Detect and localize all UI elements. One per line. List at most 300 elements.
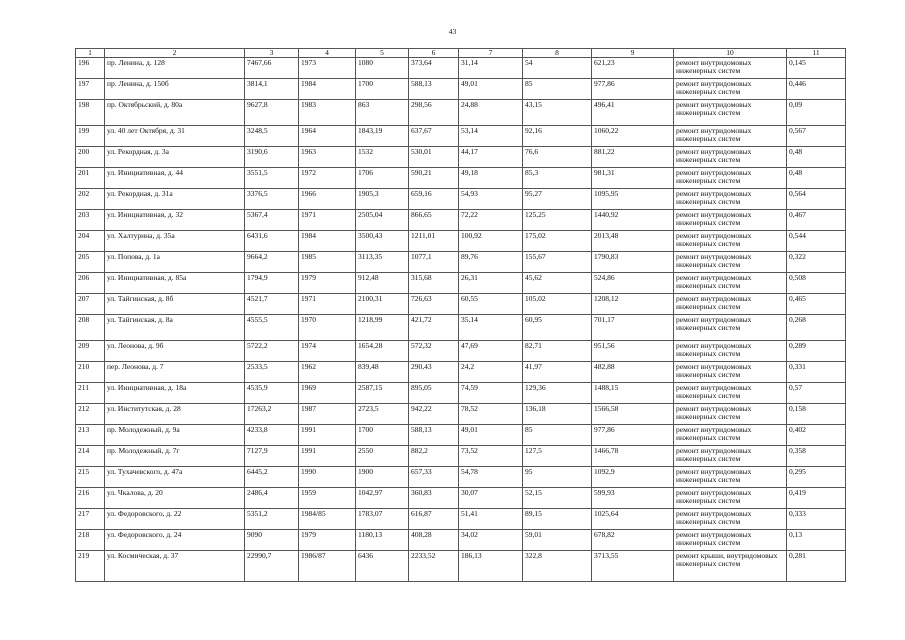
column-header: 4: [299, 49, 356, 58]
cost-cell: 1700: [356, 79, 409, 100]
year-cell: 1984: [299, 231, 356, 252]
value-cell: 49,18: [459, 168, 523, 189]
value-cell: 85: [523, 79, 592, 100]
table-row: [76, 210, 846, 231]
cost-cell: 6436: [356, 551, 409, 582]
area-cell: 22990,7: [245, 551, 299, 582]
value-cell: 89,15: [523, 509, 592, 530]
value-cell: 942,22: [409, 404, 459, 425]
value-cell: 74,59: [459, 383, 523, 404]
value-cell: 616,87: [409, 509, 459, 530]
work-type-cell: ремонт внутридомовых инженерных систем: [674, 100, 787, 126]
row-number-cell: 206: [76, 273, 105, 294]
value-cell: 977,86: [592, 79, 674, 100]
ratio-cell: 0,331: [787, 362, 846, 383]
cost-cell: 1180,13: [356, 530, 409, 551]
ratio-cell: 0,13: [787, 530, 846, 551]
row-number-cell: 213: [76, 425, 105, 446]
value-cell: 45,62: [523, 273, 592, 294]
value-cell: 59,01: [523, 530, 592, 551]
value-cell: 1025,64: [592, 509, 674, 530]
year-cell: 1984/85: [299, 509, 356, 530]
value-cell: 95: [523, 467, 592, 488]
value-cell: 726,63: [409, 294, 459, 315]
value-cell: 60,55: [459, 294, 523, 315]
value-cell: 588,13: [409, 425, 459, 446]
cost-cell: 1080: [356, 58, 409, 79]
value-cell: 95,27: [523, 189, 592, 210]
value-cell: 127,5: [523, 446, 592, 467]
cost-cell: 839,48: [356, 362, 409, 383]
area-cell: 3551,5: [245, 168, 299, 189]
table-row: [76, 488, 846, 509]
area-cell: 4535,9: [245, 383, 299, 404]
value-cell: 85,3: [523, 168, 592, 189]
column-header: 7: [459, 49, 523, 58]
column-header: 8: [523, 49, 592, 58]
value-cell: 315,68: [409, 273, 459, 294]
work-type-cell: ремонт внутридомовых инженерных систем: [674, 467, 787, 488]
row-number-cell: 216: [76, 488, 105, 509]
value-cell: 35,14: [459, 315, 523, 341]
row-number-cell: 212: [76, 404, 105, 425]
value-cell: 657,33: [409, 467, 459, 488]
year-cell: 1969: [299, 383, 356, 404]
area-cell: 9090: [245, 530, 299, 551]
value-cell: 360,83: [409, 488, 459, 509]
value-cell: 881,22: [592, 147, 674, 168]
work-type-cell: ремонт внутридомовых инженерных систем: [674, 404, 787, 425]
table-row: [76, 79, 846, 100]
work-type-cell: ремонт внутридомовых инженерных систем: [674, 315, 787, 341]
table-row: [76, 551, 846, 582]
value-cell: 290,43: [409, 362, 459, 383]
address-cell: ул. Халтурина, д. 35а: [105, 231, 245, 252]
table-row: [76, 126, 846, 147]
cost-cell: 1905,3: [356, 189, 409, 210]
value-cell: 882,2: [409, 446, 459, 467]
value-cell: 621,23: [592, 58, 674, 79]
address-cell: ул. Попова, д. 1а: [105, 252, 245, 273]
value-cell: 421,72: [409, 315, 459, 341]
row-number-cell: 197: [76, 79, 105, 100]
value-cell: 85: [523, 425, 592, 446]
value-cell: 24,2: [459, 362, 523, 383]
cost-cell: 1706: [356, 168, 409, 189]
value-cell: 322,8: [523, 551, 592, 582]
value-cell: 1488,15: [592, 383, 674, 404]
area-cell: 2533,5: [245, 362, 299, 383]
column-number-row: [76, 49, 846, 58]
area-cell: 7467,66: [245, 58, 299, 79]
value-cell: 951,56: [592, 341, 674, 362]
work-type-cell: ремонт внутридомовых инженерных систем: [674, 252, 787, 273]
work-type-cell: ремонт внутридомовых инженерных систем: [674, 126, 787, 147]
address-cell: ул. Институтская, д. 28: [105, 404, 245, 425]
row-number-cell: 200: [76, 147, 105, 168]
row-number-cell: 202: [76, 189, 105, 210]
ratio-cell: 0,268: [787, 315, 846, 341]
year-cell: 1987: [299, 404, 356, 425]
area-cell: 5367,4: [245, 210, 299, 231]
row-number-cell: 207: [76, 294, 105, 315]
cost-cell: 1218,99: [356, 315, 409, 341]
work-type-cell: ремонт крыши, внутридомовых инженерных систем: [674, 551, 787, 582]
cost-cell: 2550: [356, 446, 409, 467]
ratio-cell: 0,09: [787, 100, 846, 126]
ratio-cell: 0,158: [787, 404, 846, 425]
work-type-cell: ремонт внутридомовых инженерных систем: [674, 168, 787, 189]
cost-cell: 2100,31: [356, 294, 409, 315]
address-cell: ул. Космическая, д. 37: [105, 551, 245, 582]
address-cell: ул. Чкалова, д. 20: [105, 488, 245, 509]
table-row: [76, 189, 846, 210]
value-cell: 1208,12: [592, 294, 674, 315]
value-cell: 637,67: [409, 126, 459, 147]
value-cell: 373,64: [409, 58, 459, 79]
area-cell: 5351,2: [245, 509, 299, 530]
area-cell: 6431,6: [245, 231, 299, 252]
work-type-cell: ремонт внутридомовых инженерных систем: [674, 425, 787, 446]
ratio-cell: 0,289: [787, 341, 846, 362]
value-cell: 866,65: [409, 210, 459, 231]
table-row: [76, 273, 846, 294]
value-cell: 590,21: [409, 168, 459, 189]
address-cell: ул. Тухачевского, д. 47а: [105, 467, 245, 488]
row-number-cell: 214: [76, 446, 105, 467]
ratio-cell: 0,358: [787, 446, 846, 467]
ratio-cell: 0,467: [787, 210, 846, 231]
value-cell: 701,17: [592, 315, 674, 341]
value-cell: 89,76: [459, 252, 523, 273]
value-cell: 298,56: [409, 100, 459, 126]
work-type-cell: ремонт внутридомовых инженерных систем: [674, 231, 787, 252]
cost-cell: 1843,19: [356, 126, 409, 147]
value-cell: 1440,92: [592, 210, 674, 231]
value-cell: 31,14: [459, 58, 523, 79]
value-cell: 175,02: [523, 231, 592, 252]
table-row: [76, 467, 846, 488]
ratio-cell: 0,508: [787, 273, 846, 294]
value-cell: 43,15: [523, 100, 592, 126]
work-type-cell: ремонт внутридомовых инженерных систем: [674, 273, 787, 294]
value-cell: 105,02: [523, 294, 592, 315]
table-row: [76, 168, 846, 189]
value-cell: 136,18: [523, 404, 592, 425]
address-cell: ул. Федоровского, д. 24: [105, 530, 245, 551]
address-cell: ул. Тайгинская, д. 8б: [105, 294, 245, 315]
address-cell: ул. Инициативная, д. 44: [105, 168, 245, 189]
area-cell: 3814,1: [245, 79, 299, 100]
area-cell: 3248,5: [245, 126, 299, 147]
table-row: [76, 446, 846, 467]
column-header: 9: [592, 49, 674, 58]
year-cell: 1986/87: [299, 551, 356, 582]
column-header: 6: [409, 49, 459, 58]
value-cell: 155,67: [523, 252, 592, 273]
year-cell: 1962: [299, 362, 356, 383]
table-row: [76, 509, 846, 530]
address-cell: ул. Рекордная, д. 3а: [105, 147, 245, 168]
cost-cell: 2505,04: [356, 210, 409, 231]
address-cell: ул. Инициативная, д. 85а: [105, 273, 245, 294]
address-cell: ул. Леонова, д. 9б: [105, 341, 245, 362]
value-cell: 588,13: [409, 79, 459, 100]
row-number-cell: 209: [76, 341, 105, 362]
area-cell: 9627,8: [245, 100, 299, 126]
year-cell: 1964: [299, 126, 356, 147]
cost-cell: 3113,35: [356, 252, 409, 273]
value-cell: 678,82: [592, 530, 674, 551]
work-type-cell: ремонт внутридомовых инженерных систем: [674, 488, 787, 509]
row-number-cell: 219: [76, 551, 105, 582]
cost-cell: 1700: [356, 425, 409, 446]
cost-cell: 1654,28: [356, 341, 409, 362]
year-cell: 1971: [299, 294, 356, 315]
value-cell: 72,22: [459, 210, 523, 231]
row-number-cell: 217: [76, 509, 105, 530]
value-cell: 82,71: [523, 341, 592, 362]
value-cell: 2233,52: [409, 551, 459, 582]
value-cell: 1466,78: [592, 446, 674, 467]
address-cell: пр. Молодежный, д. 9а: [105, 425, 245, 446]
value-cell: 1095,95: [592, 189, 674, 210]
address-cell: ул. Инициативная, д. 18а: [105, 383, 245, 404]
ratio-cell: 0,48: [787, 168, 846, 189]
ratio-cell: 0,48: [787, 147, 846, 168]
value-cell: 26,31: [459, 273, 523, 294]
row-number-cell: 198: [76, 100, 105, 126]
value-cell: 24,88: [459, 100, 523, 126]
work-type-cell: ремонт внутридомовых инженерных систем: [674, 58, 787, 79]
value-cell: 1211,01: [409, 231, 459, 252]
value-cell: 496,41: [592, 100, 674, 126]
ratio-cell: 0,333: [787, 509, 846, 530]
table-row: [76, 252, 846, 273]
work-type-cell: ремонт внутридомовых инженерных систем: [674, 294, 787, 315]
column-header: 2: [105, 49, 245, 58]
address-cell: пр. Ленина, д. 128: [105, 58, 245, 79]
row-number-cell: 205: [76, 252, 105, 273]
table-row: [76, 147, 846, 168]
value-cell: 524,86: [592, 273, 674, 294]
address-cell: ул. 40 лет Октября, д. 31: [105, 126, 245, 147]
work-type-cell: ремонт внутридомовых инженерных систем: [674, 530, 787, 551]
year-cell: 1973: [299, 58, 356, 79]
value-cell: 49,01: [459, 79, 523, 100]
value-cell: 482,88: [592, 362, 674, 383]
table-row: [76, 231, 846, 252]
table-row: [76, 341, 846, 362]
value-cell: 895,05: [409, 383, 459, 404]
value-cell: 408,28: [409, 530, 459, 551]
column-header: 1: [76, 49, 105, 58]
ratio-cell: 0,465: [787, 294, 846, 315]
ratio-cell: 0,567: [787, 126, 846, 147]
value-cell: 52,15: [523, 488, 592, 509]
value-cell: 1566,58: [592, 404, 674, 425]
column-header: 5: [356, 49, 409, 58]
value-cell: 125,25: [523, 210, 592, 231]
area-cell: 4521,7: [245, 294, 299, 315]
value-cell: 92,16: [523, 126, 592, 147]
value-cell: 53,14: [459, 126, 523, 147]
area-cell: 5722,2: [245, 341, 299, 362]
year-cell: 1970: [299, 315, 356, 341]
value-cell: 599,93: [592, 488, 674, 509]
row-number-cell: 208: [76, 315, 105, 341]
address-cell: ул. Инициативная, д. 32: [105, 210, 245, 231]
ratio-cell: 0,419: [787, 488, 846, 509]
value-cell: 76,6: [523, 147, 592, 168]
area-cell: 2486,4: [245, 488, 299, 509]
area-cell: 3190,6: [245, 147, 299, 168]
area-cell: 9664,2: [245, 252, 299, 273]
value-cell: 1060,22: [592, 126, 674, 147]
row-number-cell: 196: [76, 58, 105, 79]
cost-cell: 2587,15: [356, 383, 409, 404]
work-type-cell: ремонт внутридомовых инженерных систем: [674, 189, 787, 210]
row-number-cell: 215: [76, 467, 105, 488]
cost-cell: 3500,43: [356, 231, 409, 252]
work-type-cell: ремонт внутридомовых инженерных систем: [674, 446, 787, 467]
year-cell: 1971: [299, 210, 356, 231]
table-row: [76, 404, 846, 425]
value-cell: 1077,1: [409, 252, 459, 273]
value-cell: 3713,55: [592, 551, 674, 582]
ratio-cell: 0,564: [787, 189, 846, 210]
year-cell: 1983: [299, 100, 356, 126]
year-cell: 1959: [299, 488, 356, 509]
value-cell: 572,32: [409, 341, 459, 362]
work-type-cell: ремонт внутридомовых инженерных систем: [674, 79, 787, 100]
row-number-cell: 211: [76, 383, 105, 404]
year-cell: 1979: [299, 530, 356, 551]
work-type-cell: ремонт внутридомовых инженерных систем: [674, 210, 787, 231]
area-cell: 3376,5: [245, 189, 299, 210]
row-number-cell: 199: [76, 126, 105, 147]
ratio-cell: 0,57: [787, 383, 846, 404]
row-number-cell: 203: [76, 210, 105, 231]
year-cell: 1974: [299, 341, 356, 362]
address-cell: пер. Леонова, д. 7: [105, 362, 245, 383]
value-cell: 54,78: [459, 467, 523, 488]
row-number-cell: 218: [76, 530, 105, 551]
table-row: [76, 315, 846, 341]
year-cell: 1990: [299, 467, 356, 488]
cost-cell: 1783,07: [356, 509, 409, 530]
value-cell: 78,52: [459, 404, 523, 425]
area-cell: 1794,9: [245, 273, 299, 294]
area-cell: 4233,8: [245, 425, 299, 446]
column-header: 10: [674, 49, 787, 58]
year-cell: 1985: [299, 252, 356, 273]
year-cell: 1984: [299, 79, 356, 100]
ratio-cell: 0,544: [787, 231, 846, 252]
table-row: [76, 58, 846, 79]
value-cell: 47,69: [459, 341, 523, 362]
repair-schedule-table: [75, 48, 846, 582]
year-cell: 1972: [299, 168, 356, 189]
value-cell: 981,31: [592, 168, 674, 189]
table-row: [76, 383, 846, 404]
value-cell: 41,97: [523, 362, 592, 383]
address-cell: ул. Федоровского, д. 22: [105, 509, 245, 530]
row-number-cell: 201: [76, 168, 105, 189]
value-cell: 54,93: [459, 189, 523, 210]
value-cell: 34,02: [459, 530, 523, 551]
value-cell: 659,16: [409, 189, 459, 210]
address-cell: пр. Октябрьский, д. 80а: [105, 100, 245, 126]
table-row: [76, 530, 846, 551]
value-cell: 1790,83: [592, 252, 674, 273]
ratio-cell: 0,446: [787, 79, 846, 100]
value-cell: 186,13: [459, 551, 523, 582]
work-type-cell: ремонт внутридомовых инженерных систем: [674, 383, 787, 404]
cost-cell: 863: [356, 100, 409, 126]
work-type-cell: ремонт внутридомовых инженерных систем: [674, 147, 787, 168]
area-cell: 6445,2: [245, 467, 299, 488]
row-number-cell: 204: [76, 231, 105, 252]
ratio-cell: 0,281: [787, 551, 846, 582]
value-cell: 977,86: [592, 425, 674, 446]
ratio-cell: 0,402: [787, 425, 846, 446]
work-type-cell: ремонт внутридомовых инженерных систем: [674, 341, 787, 362]
ratio-cell: 0,322: [787, 252, 846, 273]
value-cell: 1092,9: [592, 467, 674, 488]
work-type-cell: ремонт внутридомовых инженерных систем: [674, 509, 787, 530]
ratio-cell: 0,145: [787, 58, 846, 79]
cost-cell: 1900: [356, 467, 409, 488]
value-cell: 49,01: [459, 425, 523, 446]
table-row: [76, 100, 846, 126]
area-cell: 7127,9: [245, 446, 299, 467]
value-cell: 51,41: [459, 509, 523, 530]
table-row: [76, 362, 846, 383]
year-cell: 1991: [299, 446, 356, 467]
ratio-cell: 0,295: [787, 467, 846, 488]
column-header: 11: [787, 49, 846, 58]
value-cell: 30,07: [459, 488, 523, 509]
year-cell: 1979: [299, 273, 356, 294]
row-number-cell: 210: [76, 362, 105, 383]
value-cell: 100,92: [459, 231, 523, 252]
value-cell: 44,17: [459, 147, 523, 168]
value-cell: 73,52: [459, 446, 523, 467]
year-cell: 1963: [299, 147, 356, 168]
value-cell: 129,36: [523, 383, 592, 404]
area-cell: 4555,5: [245, 315, 299, 341]
address-cell: пр. Молодежный, д. 7г: [105, 446, 245, 467]
year-cell: 1991: [299, 425, 356, 446]
work-type-cell: ремонт внутридомовых инженерных систем: [674, 362, 787, 383]
table-row: [76, 294, 846, 315]
address-cell: ул. Рекордная, д. 31а: [105, 189, 245, 210]
table-row: [76, 425, 846, 446]
area-cell: 17263,2: [245, 404, 299, 425]
cost-cell: 1532: [356, 147, 409, 168]
value-cell: 54: [523, 58, 592, 79]
address-cell: ул. Тайгинская, д. 8а: [105, 315, 245, 341]
column-header: 3: [245, 49, 299, 58]
cost-cell: 2723,5: [356, 404, 409, 425]
cost-cell: 912,48: [356, 273, 409, 294]
page-number: 43: [448, 27, 457, 36]
year-cell: 1966: [299, 189, 356, 210]
value-cell: 2013,48: [592, 231, 674, 252]
value-cell: 530,01: [409, 147, 459, 168]
address-cell: пр. Ленина, д. 150б: [105, 79, 245, 100]
